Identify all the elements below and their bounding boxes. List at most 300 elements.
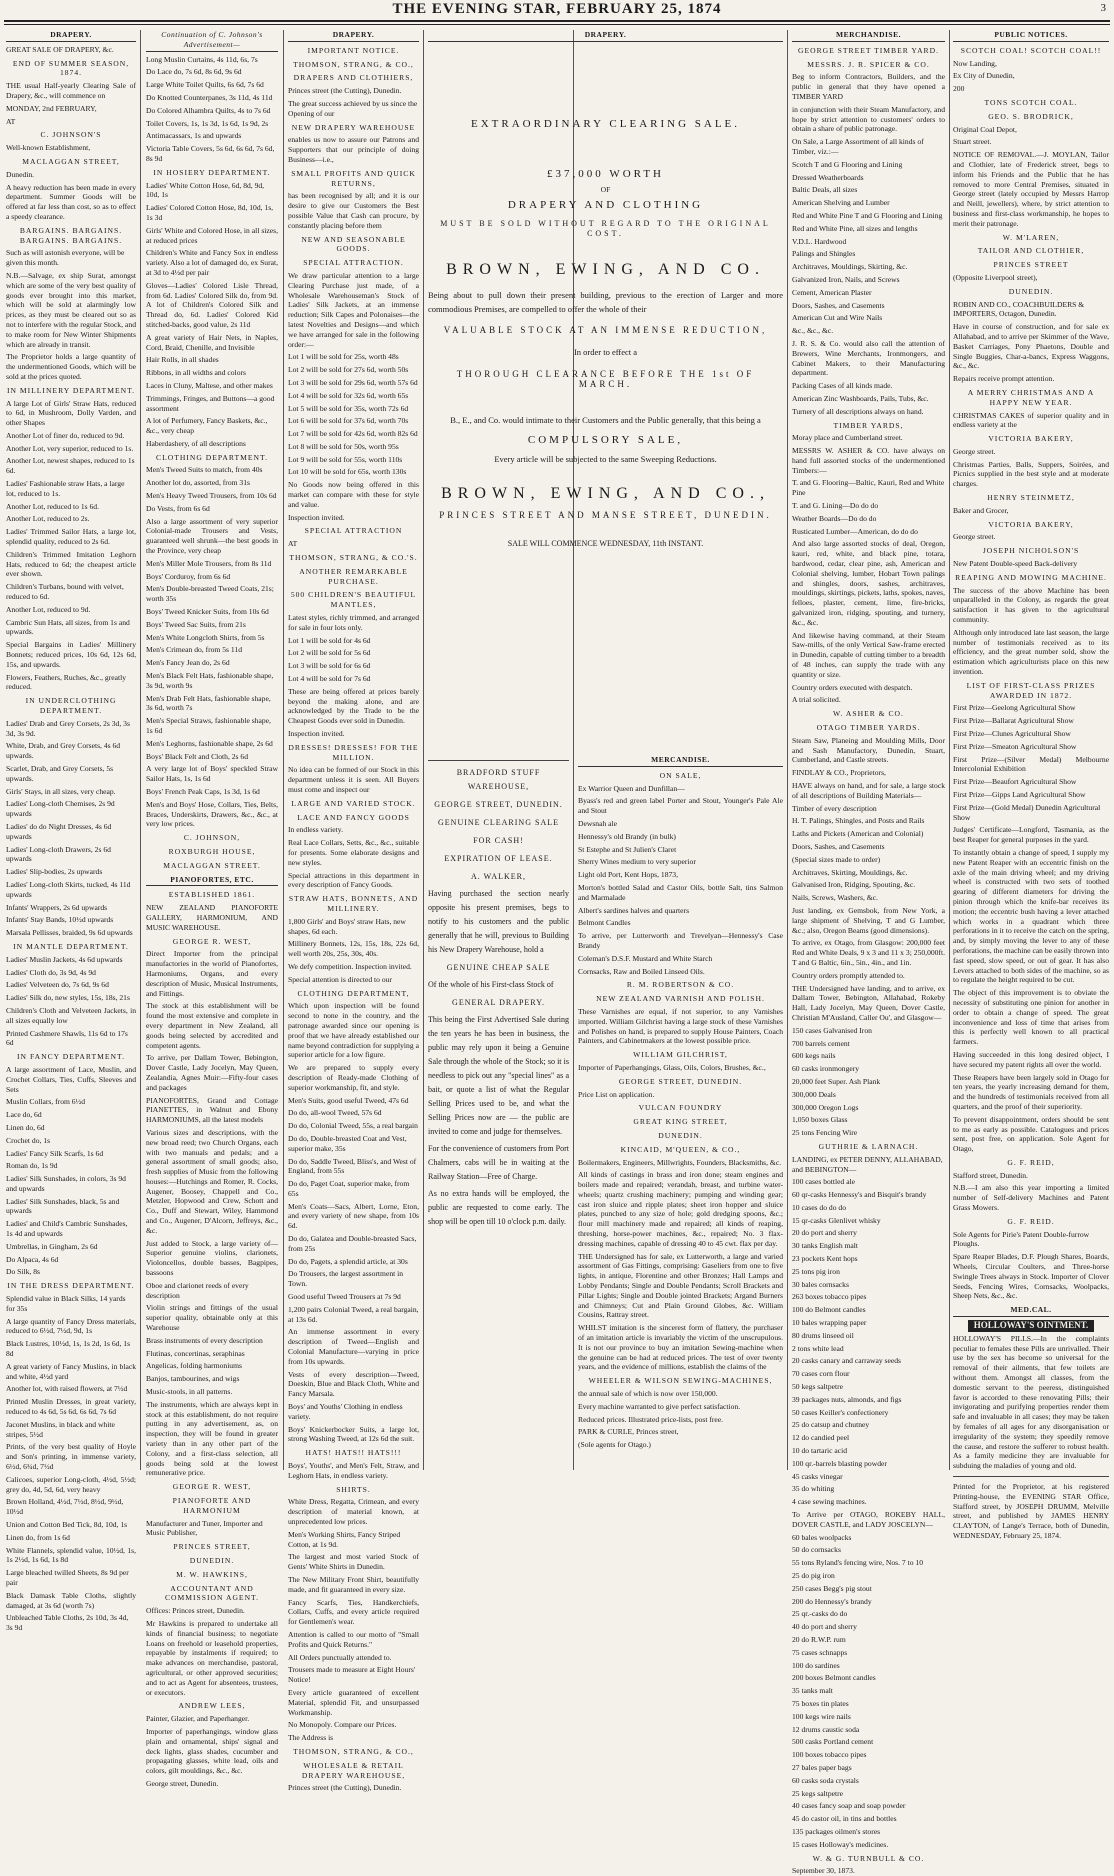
ad-line: Latest styles, richly trimmed, and arranged for sale in four lots only.	[288, 613, 419, 632]
ad-line: Do Knotted Counterpanes, 3s 11d, 4s 11d	[146, 92, 273, 102]
ad-line: NEW AND SEASONABLE GOODS.	[301, 234, 406, 254]
ad-line: Do do, Paget Coat, superior make, from 65s	[288, 1179, 410, 1198]
ad-line: Scotch T and G Flooring and Lining	[792, 159, 903, 169]
ad-line: Red and White Pine T and G Flooring and Lining	[792, 210, 943, 220]
ad-line: First Prize—Beaufort Agricultural Show	[953, 777, 1077, 787]
ad-line: Architraves, Mouldings, Skirting, &c.	[792, 262, 908, 272]
ad-line: (Sole agents for Otago.)	[578, 1440, 651, 1450]
ad-line: FINDLAY & CO., Proprietors,	[792, 768, 886, 778]
ad-line: Ladies' Velveteen do, 7s 6d, 9s 6d	[6, 980, 109, 990]
ad-line: 70 cases corn flour	[792, 1369, 850, 1379]
ad-line: Another Lot, reduced to 1s 6d.	[6, 501, 100, 511]
ad-line: First Prize—Gipps Land Agricultural Show	[953, 790, 1086, 799]
page-number: 3	[1100, 2, 1106, 14]
ad-line: HENRY STEINMETZ,	[987, 493, 1075, 503]
ad-line: Importer of paperhangings, window glass plain and ornamental, ships' signal and deck lights, glass shades, cucumber and propagating glasses, white lead, oils and colors, gilt mouldings, &c., &c.	[146, 1726, 278, 1776]
ad-line: 50 do cornsacks	[792, 1545, 841, 1555]
ad-line: Timber of every description	[792, 803, 877, 813]
column-public-notices	[953, 30, 1109, 1540]
ad-line: No Monopoly. Compare our Prices.	[288, 1720, 397, 1730]
ad-line: Victoria Table Covers, 5s 6d, 6s 6d, 7s 6d, 8s 9d	[146, 144, 275, 163]
ad-line: ESTABLISHED 1861.	[168, 890, 256, 900]
intro-paragraph: Being about to pull down their present building, previous to the erection of Larger and more commodious Premises, are compelled to offer the whole of their	[428, 290, 783, 315]
ad-line: SCOTCH COAL! SCOTCH COAL!!	[960, 45, 1102, 55]
ad-line: LIST OF FIRST-CLASS PRIZES AWARDED IN 1872.	[966, 680, 1096, 700]
ad-line: Another Lot, very superior, reduced to 1s.	[6, 443, 134, 453]
ad-line: THE usual Half-yearly Clearing Sale of Drapery, &c., will commence on	[6, 81, 136, 100]
ad-line: Now Landing,	[953, 58, 997, 68]
ad-line: Inspection invited.	[288, 512, 345, 522]
ad-line: The stock at this establishment will be found the most extensive and complete in every department in New Zealand, all goods being selected by accredited and competent agents.	[146, 1001, 278, 1050]
ad-line: Judges' Certificate—Longford, Tasmania, as the best Reaper for general purposes in the yard.	[953, 825, 1109, 845]
ad-line: MESSRS. J. R. SPICER & CO.	[807, 59, 930, 69]
ad-line: Do Lace do, 7s 6d, 8s 6d, 9s 6d	[146, 67, 242, 77]
ad-line: Just added to Stock, a large variety of—Superior genuine violins, clarionets, Violoncellos, double basses, Bagpipes, bassoons	[146, 1238, 278, 1278]
ad-line: Of the whole of his First-class Stock of	[428, 980, 554, 989]
ad-line: Haberdashery, of all descriptions	[146, 438, 246, 448]
ad-line: 600 kegs nails	[792, 1051, 836, 1061]
ad-line: We draw particular attention to a large Clearing Purchase just made, of a Wholesale Warehouseman's Stock of Ladies' Silk Jackets, at an immense reduction; Silk Capes and Polonaises—the latest Novelties and Designs—and which we have arranged for sale in the following order:—	[288, 270, 419, 349]
ad-line: Which upon inspection will be found second to none in the country, and the patronage awarded since our opening is proof that we have already established our name beyond contradiction for supplying a superior article for a low figure.	[288, 1001, 419, 1060]
ad-line: 39 packages nuts, almonds, and figs	[792, 1394, 902, 1404]
ad-line: To instantly obtain a change of speed, I supply my new Patent Reaper with an eccentric finish on the axle of the main driving wheel; and my driving wheel is constructed with two sets of toothed gearing of different diameters for driving the pinion through which the knife-bar receives its motion; the eccentric bush having a lever attached which works in a quadrant which three perforations in it to receive the catch on the spring, and, by simply moving the lever to any of these perforations, the machine can be easily thrown into fast speed, slow speed, or out of gear. It has also Levers attached to both sides of the machine, so as to regulate the height required to be cut.	[953, 847, 1109, 985]
thomson-strang-ad	[288, 46, 419, 1793]
ad-line: An immense assortment in every description of Tweed—English and Colonial Manufacture—varying in price from 10s upwards.	[288, 1327, 419, 1366]
ad-line: Another Lot, reduced to 2s.	[6, 514, 90, 524]
ad-line: Special Bargains in Ladies' Millinery Bonnets; reduced prices, 10s 6d, 12s 6d, 15s, and upwards.	[6, 640, 136, 669]
column-rule	[283, 30, 284, 1470]
ad-line: Men's Drab Felt Hats, fashionable shape, 3s 6d, worth 7s	[146, 693, 271, 713]
ad-line: The instruments, which are always kept in stock at this establishment, do not require putting in any advertisement, as, on inspection, they will be found in greater variety than in any other part of the Colony, and a first-class selection, all goods being sold at the lowest remunerative price.	[146, 1399, 278, 1478]
ad-line: All kinds of castings in brass and iron done; steam engines and boilers made and repaired; verandah, breast, and turbine water-wheels; quartz crushing machinery; pumping and winding gear; cast iron sluice and ripple plates; sheet iron hopper and sluice plates, punched to any size of hole; gold dredging spoons, &c.; flour mill machinery made and repaired; all kinds of reaping, threshing, horse-power machines, &c., repaired; No. 3 flax-dressing machines, capable of dressing 40 to 45 cwt. flax per day.	[578, 1170, 783, 1248]
pianofortes-ads	[146, 890, 278, 1788]
ad-line: No Goods now being offered in this market can compare with these for style and value.	[288, 480, 419, 509]
ad-line: St Estephe and St Julien's Claret	[578, 844, 677, 854]
ad-line: Nails, Screws, Washers, &c.	[792, 893, 878, 903]
ad-line: And also large assorted stocks of deal, Oregon, kauri, red, white, and black pine, totara, hardwood, cedar, clear pine, ash, American and Colonial shelving, lumber, Hobart Town palings and shingles, doors, sashes, architraves, mouldings, skirtings, pickets, laths, spokes, naves, felloes, plaster, cement, lime, fire-bricks, galvanized iron, ridging, spouting, and turnery, &c., &c.	[792, 539, 945, 627]
ad-line: A heavy reduction has been made in every department. Summer Goods will be offered at far less than cost, so as to effect a speedy clearance.	[6, 182, 136, 221]
public-notices-ads	[953, 46, 1109, 1301]
ad-line: First Prize—Smeaton Agricultural Show	[953, 741, 1077, 751]
ad-line: Palings and Shingles	[792, 249, 856, 259]
ad-line: Another lot, with raised flowers, at 7½d	[6, 1384, 128, 1394]
ad-line: Doors, Sashes, and Casements	[792, 841, 885, 851]
ad-line: 45 casks vinegar	[792, 1471, 843, 1481]
ad-line: Byass's red and green label Porter and Stout, Younger's Pale Ale and Stout	[578, 796, 783, 816]
ad-line: Every article guaranteed of excellent Material, splendid Fit, and unsurpassed Workmanship.	[288, 1687, 419, 1717]
ad-line: American Cut and Wire Nails	[792, 313, 883, 323]
ad-line: Vests of every description—Tweed, Doeskin, Blue and Black Cloth, White and Fancy Marsala.	[288, 1369, 419, 1399]
ad-line: AT	[288, 539, 298, 549]
ad-line: Girls' Stays, in all sizes, very cheap.	[6, 786, 116, 796]
column-johnson-drapery	[6, 30, 136, 1633]
ad-line: 60 qr-casks Hennessy's and Bisquit's brandy	[792, 1190, 927, 1200]
firm-name: BROWN, EWING, AND CO.	[446, 260, 765, 278]
walker-ad	[428, 766, 569, 1229]
ad-line: These Varnishes are equal, if not superior, to any Varnishes imported. William Gilchrist having a large stock of these Varnishes and Polishes on hand, is prepared to supply House Painters, Coach Painters, and Cabinetmakers at the lowest possible price.	[578, 1006, 783, 1046]
ad-line: MONDAY, 2nd FEBRUARY,	[6, 103, 97, 113]
ad-line: 135 packages oilmen's stores	[792, 1826, 881, 1836]
ad-line: Ladies' Muslin Jackets, 4s 6d upwards	[6, 954, 123, 964]
ad-line: Umbrellas, in Gingham, 2s 6d	[6, 1241, 98, 1251]
ad-line: Ladies' Long-cloth Drawers, 2s 6d upwards	[6, 844, 111, 864]
ad-line: Real Lace Collars, Setts, &c., &c., suitable for presents. Some elaborate designs and new styles.	[288, 838, 419, 867]
ad-line: Fancy Scarfs, Ties, Handkerchiefs, Collars, Cuffs, and every article required for Gentlemen's wear.	[288, 1597, 419, 1627]
ad-line: Lot 8 will be sold for 50s, worth 95s	[288, 441, 399, 451]
ad-line: Lot 6 will be sold for 37s 6d, worth 70s	[288, 416, 409, 426]
ad-line: Boys' Tweed Knicker Suits, from 10s 6d	[146, 607, 269, 617]
ad-line: 25 tons pig iron	[792, 1266, 840, 1276]
ad-line: Manufacturer and Tuner, Importer and Music Publisher,	[146, 1518, 263, 1538]
ad-line: 60 bales woolpacks	[792, 1532, 852, 1542]
ad-line: First Prize—(Silver Medal) Melbourne Intercolonial Exhibition	[953, 754, 1109, 774]
ad-line: Galvanised Iron, Ridging, Spouting, &c.	[792, 880, 916, 890]
masthead-rule-thin	[4, 24, 1110, 25]
ad-line: First Prize—(Gold Medal) Dunedin Agricultural Show	[953, 802, 1101, 822]
ad-line: Just landing, ex Gemsbok, from New York, a large shipment of Shelving, T and G Lumber, &c.; also, Oregon Beams (good dimensions).	[792, 905, 945, 935]
holloway-title: HOLLOWAY'S OINTMENT.	[968, 1320, 1095, 1332]
ad-line: Stuart street.	[953, 137, 992, 147]
ad-line: Also a large assortment of very superior Colonial-made Trousers and Vests, guaranteed well shrunk—the best goods in the Province, very cheap	[146, 516, 278, 556]
ad-line: 500 CHILDREN'S BEAUTIFUL MANTLES,	[290, 590, 417, 610]
ad-line: Weather Boards—Do do do	[792, 513, 877, 523]
ad-line: ROXBURGH HOUSE,	[168, 846, 256, 856]
ad-line: Every machine warranted to give perfect satisfaction.	[578, 1401, 741, 1411]
ad-line: Baltic Deals, all sizes	[792, 185, 858, 195]
ad-line: Packing Cases of all kinds made.	[792, 381, 893, 391]
ad-line: White, Drab, and Grey Corsets, 4s 6d upwards.	[6, 741, 121, 761]
ad-line: GREAT SALE OF DRAPERY, &c.	[6, 44, 114, 54]
ad-line: Boys' Knickerbocker Suits, a large lot, strong Washing Tweed, at 12s 6d the suit.	[288, 1424, 419, 1444]
ad-line: These Reapers have been largely sold in Otago for ten years, the yearly increasing demand for them, and the hundreds of testimonials received from all quarters, and the proof of their superiority.	[953, 1072, 1109, 1111]
ad-line: To prevent disappointment, orders should be sent to me as early as possible. Catalogues and prices sent, post free, on application. Sole Agent for Otago,	[953, 1114, 1109, 1154]
masthead	[0, 0, 1114, 22]
ad-line: 20 do port and sherry	[792, 1228, 857, 1238]
ad-line: 35 tanks malt	[792, 1686, 833, 1696]
ad-line: Doors, Sashes, and Casements	[792, 300, 885, 310]
ad-line: Flowers, Feathers, Ruches, &c., greatly reduced.	[6, 672, 126, 692]
ad-line: Printed Cashmere Shawls, 11s 6d to 17s 6d	[6, 1028, 128, 1048]
ad-line: DRAPERS AND CLOTHIERS,	[293, 73, 414, 83]
ad-line: Boys' Tweed Sac Suits, from 21s	[146, 619, 246, 629]
ad-line: IN HOSIERY DEPARTMENT.	[153, 167, 271, 177]
ad-line: Millinery Bonnets, 12s, 15s, 18s, 22s 6d, well worth 20s, 25s, 30s, 40s.	[288, 939, 419, 959]
ad-line: Lot 3 will be sold for 29s 6d, worth 57s 6d	[288, 377, 418, 387]
ad-line: A large Lot of Girls' Straw Hats, reduced to 6d, in Mushroom, Dolly Varden, and other Shapes	[6, 398, 136, 428]
ad-line: 60 casks soda crystals	[792, 1775, 859, 1785]
ad-line: Linen do, from 1s 6d	[6, 1532, 70, 1542]
ad-line: Children's Turbans, bound with velvet, reduced to 6d.	[6, 582, 124, 602]
ad-line: 27 bales paper bags	[792, 1762, 852, 1772]
ad-line: GREAT KING STREET,	[633, 1117, 728, 1127]
ad-line: EXPIRATION OF LEASE.	[444, 854, 553, 863]
ad-line: 250 cases Begg's pig stout	[792, 1583, 872, 1593]
ad-line: 100 cases bottled ale	[792, 1177, 856, 1187]
ad-line: Roman do, 1s 9d	[6, 1161, 58, 1171]
ad-line: Moray place and Cumberland street.	[792, 433, 903, 443]
ad-line: 15 qr-casks Glenlivet whisky	[792, 1215, 881, 1225]
ad-line: All Orders punctually attended to.	[288, 1652, 392, 1662]
ad-line: 1,800 Girls' and Boys' straw Hats, new shapes, 6d each.	[288, 916, 406, 936]
ad-line: Flutinas, concertinas, seraphinas	[146, 1348, 245, 1358]
ad-line: HAVE always on hand, and for sale, a large stock of all descriptions of Building Materials—	[792, 781, 945, 800]
ad-line: Do do, Saddle Tweed, Bliss's, and West of England, from 55s	[288, 1156, 417, 1176]
column-heading: Continuation of C. Johnson's Advertisement—	[146, 30, 278, 52]
ad-line: Ladies' Silk Sunshades, in colors, 3s 9d and upwards	[6, 1174, 126, 1193]
ad-line: Lot 2 will be sold for 5s 6d	[288, 648, 371, 658]
ad-line: Infants' Stay Bands, 10½d upwards	[6, 915, 114, 925]
ad-line: 500 casks Portland cement	[792, 1737, 874, 1747]
ad-line: Ladies' Cloth do, 3s 9d, 4s 9d	[6, 967, 96, 977]
ad-line: T. and G. Lining—Do do do	[792, 501, 879, 511]
ad-line: Lot 4 will be sold for 32s 6d, worth 65s	[288, 390, 409, 400]
column-heading: DRAPERY.	[6, 30, 136, 42]
ad-line: First Prize—Clunes Agricultural Show	[953, 729, 1071, 739]
column-walker	[428, 755, 569, 1470]
ad-line: A trial solicited.	[792, 695, 841, 705]
ad-line: Albert's sardines halves and quarters	[578, 905, 690, 915]
ad-line: IN MILLINERY DEPARTMENT.	[6, 385, 136, 395]
ad-line: IN FANCY DEPARTMENT.	[17, 1052, 125, 1062]
firm-name-2: BROWN, EWING, AND CO.,	[441, 485, 770, 503]
ad-line: Lot 5 will be sold for 35s, worth 72s 6d	[288, 403, 409, 413]
ad-line: Such as will astonish everyone, will be given this month.	[6, 248, 125, 268]
column-rule	[787, 30, 788, 1470]
ad-line: To arrive, ex Otago, from Glasgow: 200,000 feet Red and White Deals, 9 x 3 and 11 x 3; 250,000ft. T and G Baltic, 6in., 5in., 4in., and 1in.	[792, 938, 945, 967]
ad-line: DRESSES! DRESSES! FOR THE MILLION.	[288, 742, 419, 762]
ad-line: Union and Cotton Bed Tick, 8d, 10d, 1s	[6, 1520, 128, 1529]
ad-line: Men's Heavy Tweed Trousers, from 10s 6d	[146, 491, 277, 501]
firm-address: PRINCES STREET AND MANSE STREET, DUNEDIN.	[439, 509, 772, 520]
ad-line: DUNEDIN.	[658, 1130, 703, 1140]
ad-line: A MERRY CHRISTMAS AND A HAPPY NEW YEAR.	[967, 387, 1095, 407]
notice-paragraph: B., E., and Co. would intimate to their Customers and the Public generally, that this being a	[450, 414, 761, 425]
ad-line: Men's and Boys' Hose, Collars, Ties, Belts, Braces, Underskirts, Drawers, &c., &c., at very low prices.	[146, 799, 278, 829]
ad-line: Princes street (the Cutting), Dunedin.	[288, 86, 402, 96]
ad-line: Country orders executed with despatch.	[792, 682, 913, 692]
ad-line: This being the First Advertised Sale during the ten years he has been in business, the public may rely upon it being a Genuine Sale through the whole of the Stock; so it is needless to pick out any "special lines" as a bait, or quote a list of what the Regular Selling Prices used to be, and what the Selling Prices now are — the public are invited to come and judge for themselves.	[428, 1015, 569, 1136]
ad-line: George street.	[953, 532, 996, 542]
ad-line: BRADFORD STUFF WAREHOUSE,	[456, 768, 541, 791]
johnson-continued-text	[146, 55, 278, 871]
ad-line: NEW ZEALAND VARNISH AND POLISH.	[596, 994, 765, 1004]
ad-line: Infants' Wrappers, 2s 6d upwards	[6, 902, 108, 912]
ad-line: Children's Cloth and Velveteen Jackets, in all sizes equally low	[6, 1005, 136, 1025]
mercandise-ads	[578, 771, 783, 1450]
ad-line: GENERAL DRAPERY.	[452, 998, 545, 1007]
ad-line: PIANOFORTES, Grand and Cottage PIANETTES, in Walnut and Ebony HARMONIUMS, all the latest models	[146, 1095, 278, 1125]
ad-line: Lot 2 will be sold for 27s 6d, worth 50s	[288, 365, 409, 375]
column-rule	[423, 30, 424, 1470]
ad-line: MACLAGGAN STREET,	[22, 156, 120, 166]
ad-line: Do Trousers, the largest assortment in Town.	[288, 1269, 404, 1289]
ad-line: N.B.—I am also this year importing a limited number of Self-delivery Machines and Patent Grass Mowers.	[953, 1183, 1109, 1213]
clearing-sale-title: EXTRAORDINARY CLEARING SALE.	[470, 117, 741, 130]
ad-line: GENUINE CLEARING SALE	[438, 818, 559, 827]
ad-line: Ladies' Slip-bodies, 2s upwards	[6, 867, 103, 877]
ad-line: NOTICE OF REMOVAL.—J. MOYLAN, Tailor and Clothier, late of Frederick street, begs to inform his Friends and the Public that he has removed to more Central Premises, situated in George street (lately occupied by Messrs Harrop and Neill, jewellers), where, by strict attention to business and first-class workmanship, he hopes to merit their patronage.	[953, 150, 1109, 228]
ad-line: Galvanized Iron, Nails, and Screws	[792, 274, 900, 284]
ad-line: Lot 7 will be sold for 42s 6d, worth 82s 6d	[288, 429, 418, 439]
ad-line: ANOTHER REMARKABLE PURCHASE.	[299, 566, 408, 586]
ad-line: MACLAGGAN STREET.	[163, 860, 261, 870]
ad-line: The largest and most varied Stock of Gents' White Shirts in Dunedin.	[288, 1552, 419, 1572]
ad-line: Ladies' do do Night Dresses, 4s 6d upwards	[6, 821, 112, 841]
ad-line: THE Undersigned have landing, and to arrive, ex Dallam Tower, Bebington, Allahabad, Rokeby Hall, Lady Jocelyn, May Queen, Dover Castle, Christian M'Ausland, Caller Ou', and Glasgow—	[792, 983, 945, 1022]
ad-line: ROBIN AND CO., COACHBUILDERS & IMPORTERS, Octagon, Dunedin.	[953, 299, 1085, 319]
ad-line: has been recognised by all; and it is our desire to give our Customers the Best possible Value that Cash can procure, by constantly placing before them	[288, 191, 419, 230]
ad-line: FOR CASH!	[473, 836, 524, 845]
ad-line: the annual sale of which is now over 150,000.	[578, 1389, 718, 1399]
ad-line: PIANOFORTE AND HARMONIUM	[172, 1496, 252, 1515]
ad-line: V.D.L. Hardwood	[792, 236, 847, 246]
ad-line: Inspection invited.	[288, 729, 345, 739]
ad-line: Gloves—Ladies' Colored Lisle Thread, from 6d. Ladies' Colored Silk do, from 9d. A lot of Children's Colored Silk and Thread do, 6d. Ladies' Colored Kid stitched-backs, good value, 2s 11d	[146, 280, 278, 329]
brown-ewing-ad	[428, 30, 783, 748]
ad-line: 20 casks canary and carraway seeds	[792, 1356, 902, 1366]
ad-line: 80 drums linseed oil	[792, 1330, 854, 1340]
ad-line: Laths and Pickets (American and Colonial)	[792, 829, 924, 839]
ad-line: NEW ZEALAND PIANOFORTE GALLERY, HARMONIUM, AND MUSIC WAREHOUSE.	[146, 903, 278, 932]
ad-line: G. F. REID.	[1007, 1216, 1055, 1226]
ad-line: 100 do Belmont candles	[792, 1305, 866, 1315]
in-order: In order to effect a	[573, 347, 638, 358]
ad-line: 75 boxes tin plates	[792, 1698, 849, 1708]
ad-line: Do Vests, from 6s 6d	[146, 503, 210, 513]
ad-line: WILLIAM GILCHRIST,	[633, 1050, 728, 1060]
ad-line: Ladies' Drab and Grey Corsets, 2s 3d, 3s 3d, 3s 9d.	[6, 718, 130, 738]
ad-line: No idea can be formed of our Stock in this department unless it is seen. All Buyers must come and inspect our	[288, 765, 419, 794]
ad-line: GENUINE CHEAP SALE	[446, 963, 551, 972]
ad-line: Do do, Double-breasted Coat and Vest, superior make, 35s	[288, 1133, 407, 1153]
ad-line: As no extra hands will be employed, the public are requested to come early. The shop will be open till 10 o'clock p.m. daily.	[428, 1189, 569, 1226]
ad-line: 50 cases Keiller's confectionery	[792, 1407, 889, 1417]
ad-line: Unbleached Table Cloths, 2s 10d, 3s 4d, 3s 9d	[6, 1613, 129, 1633]
ad-line: Cambric Sun Hats, all sizes, from 1s and upwards.	[6, 617, 130, 637]
ad-line: Dewsnah ale	[578, 818, 618, 828]
ad-line: Rusticated Lumber—American, do do do	[792, 526, 918, 536]
ad-line: 25 kegs saltpetre	[792, 1788, 844, 1798]
ad-line: American Shelving and Lumber	[792, 198, 890, 208]
ad-line: 300,000 Oregon Logs	[792, 1102, 859, 1112]
ad-line: 20 do R.W.P. rum	[792, 1634, 846, 1644]
ad-line: Red and White Pine, all sizes and lengths	[792, 223, 918, 233]
ad-line: ANDREW LEES,	[178, 1701, 246, 1711]
ad-line: Do do, Galatea and Double-breasted Sacs, from 25s	[288, 1234, 417, 1253]
ad-line: Laces in Cluny, Maltese, and other makes	[146, 380, 273, 390]
ad-line: Ladies' White Cotton Hose, 6d, 8d, 9d, 10d, 1s	[146, 180, 265, 200]
ad-line: END OF SUMMER SEASON, 1874.	[12, 58, 130, 78]
ad-line: VICTORIA BAKERY,	[988, 434, 1074, 444]
column-heading: MERCHANDISE.	[792, 30, 945, 42]
ad-line: R. M. ROBERTSON & CO.	[626, 980, 735, 990]
ad-line: GEO. S. BRODRICK,	[988, 111, 1074, 121]
ad-line: Architraves, Skirting, Mouldings, &c.	[792, 867, 908, 877]
masthead-rule	[4, 20, 1110, 22]
ad-line: 150 cases Galvanised Iron	[792, 1025, 872, 1035]
ad-line: Men's Leghorns, fashionable shape, 2s 6d	[146, 738, 273, 748]
ad-line: Printed Muslin Dresses, in great variety, reduced to 4s 6d, 5s 6d, 6s 6d, 7s 6d	[6, 1397, 136, 1417]
ad-line: The Address is	[288, 1733, 334, 1743]
ad-line: A lot of Perfumery, Fancy Baskets, &c., &c., very cheap	[146, 416, 268, 436]
ad-line: Lot 4 will be sold for 7s 6d	[288, 674, 371, 684]
ad-line: Original Coal Depot,	[953, 124, 1017, 134]
ad-line: Do do, Pagets, a splendid article, at 30s	[288, 1256, 408, 1266]
ad-line: Princes street (the Cutting), Dunedin.	[288, 1783, 402, 1793]
ad-line: GEORGE R. WEST,	[172, 936, 252, 946]
ad-line: N.B.—Salvage, ex ship Surat, amongst which are some of the very best quality of goods ever brought into this market, which will be sold at alarmingly low prices, as they must be cleared out so as not to interfere with the regular Stock, and to make room for New Winter Shipments which are already in transit.	[6, 270, 136, 349]
ad-line: Ladies' Silk Sunshades, black, 5s and upwards	[6, 1196, 120, 1216]
ad-line: Ex Warrior Queen and Dunfillan—	[578, 783, 685, 793]
ad-line: 60 casks ironmongery	[792, 1064, 860, 1074]
ad-line: JOSEPH NICHOLSON'S	[982, 546, 1080, 556]
medical-heading: MED.CAL.	[953, 1305, 1109, 1317]
ad-line: LACE AND FANCY GOODS	[297, 812, 410, 822]
ad-line: SHIRTS.	[336, 1484, 371, 1494]
ad-line: Steam Saw, Planeing and Moulding Mills, Door and Sash Manufactory, Dunedin, Stuart, Cumberland, and Castle streets.	[792, 735, 945, 765]
ad-line: Linen do, 6d	[6, 1122, 45, 1132]
ad-line: Boys' and Youths' Clothing in endless variety.	[288, 1402, 403, 1421]
ad-line: 1,050 boxes Glass	[792, 1115, 848, 1125]
ad-line: VULCAN FOUNDRY	[638, 1103, 723, 1113]
ad-line: Various sizes and descriptions, with the new broad reed; two Church Organs, each with two manuals and pedals; and a general assortment of small goods; also, fresh supplies of Music from the following houses:—Hutchings and Romer, R. Cocks, Augener, Boosey, Chappell and Co., Metzler, Hopwood and Crew, Schott and Co., Duff and Stewart, Wiley, Hammond and Co., Augener, D'Alcorn, Jeffreys, &c., &c.	[146, 1127, 278, 1235]
ad-line: W. ASHER & CO.	[833, 709, 904, 719]
ad-line: Lot 10 will be sold for 65s, worth 130s	[288, 467, 407, 477]
ad-line: Prints, of the very best quality of Hoyle and Son's printing, in immense variety, 6½d, 6¾d, 7½d	[6, 1442, 136, 1472]
ad-line: Toilet Covers, 1s, 1s 3d, 1s 6d, 1s 9d, 2s	[146, 118, 269, 128]
ad-line: THOMSON, STRANG, & CO.,	[293, 59, 414, 69]
ad-line: To arrive, per Lutterworth and Trevelyan—Hennessy's Case Brandy	[578, 931, 783, 950]
ad-line: George street.	[953, 446, 996, 456]
ad-line: Stafford street, Dunedin.	[953, 1170, 1028, 1180]
ad-line: Ladies' Fancy Silk Scarfs, 1s 6d	[6, 1148, 104, 1158]
ad-line: To arrive, per Dallam Tower, Bebington, Dover Castle, Lady Jocelyn, May Queen, Zealandia, Agnes Muir:—Fifty-four cases and packages	[146, 1053, 278, 1092]
ad-line: TONS SCOTCH COAL.	[984, 97, 1078, 107]
ad-line: 10 bales wrapping paper	[792, 1318, 867, 1328]
ad-line: 30 tanks English malt	[792, 1241, 859, 1251]
ad-line: Boys' Corduroy, from 6s 6d	[146, 571, 231, 581]
ad-line: G. F. REID,	[1007, 1157, 1055, 1167]
ad-line: White Dress, Regatta, Crimean, and every description of material known, at unprecedented low prices.	[288, 1497, 419, 1526]
ad-line: PARK & CURLE, Princes street,	[578, 1427, 679, 1437]
ad-line: Well-known Establishment,	[6, 143, 91, 153]
ad-line: 20,000 feet Super. Ash Plank	[792, 1076, 881, 1086]
ad-line: Ladies' and Child's Cambric Sunshades, 1s 4d and upwards	[6, 1219, 128, 1239]
ad-line: A. WALKER,	[471, 872, 526, 881]
ad-line: September 30, 1873.	[792, 1866, 855, 1876]
ad-line: Men's Black Felt Hats, fashionable shape, 3s 9d, worth 9s	[146, 671, 274, 690]
valuable-stock: VALUABLE STOCK AT AN IMMENSE REDUCTION,	[443, 325, 768, 336]
ad-line: SMALL PROFITS AND QUICK RETURNS,	[291, 168, 416, 188]
ad-line: Black Lustres, 10½d, 1s, 1s 2d, 1s 6d, 1s 8d	[6, 1339, 131, 1359]
ad-line: Splendid value in Black Silks, 14 yards for 35s	[6, 1294, 126, 1313]
ad-line: First Prize—Ballarat Agricultural Show	[953, 716, 1074, 726]
ad-line: Ladies' Fashionable straw Hats, a large lot, reduced to 1s.	[6, 479, 125, 498]
ad-line: REAPING AND MOWING MACHINE.	[955, 572, 1107, 582]
ad-line: 23 pockets Kent hops	[792, 1254, 858, 1264]
ad-line: 15 cases Holloway's medicines.	[792, 1839, 889, 1849]
ad-line: 25 do pig iron	[792, 1571, 835, 1580]
ad-line: 25 qr.-casks do do	[792, 1609, 848, 1619]
ad-line: Men's White Longcloth Shirts, from 5s	[146, 632, 265, 642]
ad-line: Men's Special Straws, fashionable shape, 1s 6d	[146, 716, 271, 736]
ad-line: Children's White and Fancy Sox in endless variety. Also a lot of damaged do, ex Surat, at 3d to 4½d per pair	[146, 248, 278, 277]
ad-line: 45 do castor oil, in tins and bottles	[792, 1814, 897, 1824]
ad-line: enables us now to assure our Patrons and Supporters that our principle of doing Business—i.e.,	[288, 135, 419, 164]
ad-line: Ladies' Silk do, new styles, 15s, 18s, 21s	[6, 993, 130, 1003]
ad-line: Girls' White and Colored Hose, in all sizes, at reduced prices	[146, 225, 278, 245]
ad-line: Boys' French Peak Caps, 1s 3d, 1s 6d	[146, 787, 260, 796]
